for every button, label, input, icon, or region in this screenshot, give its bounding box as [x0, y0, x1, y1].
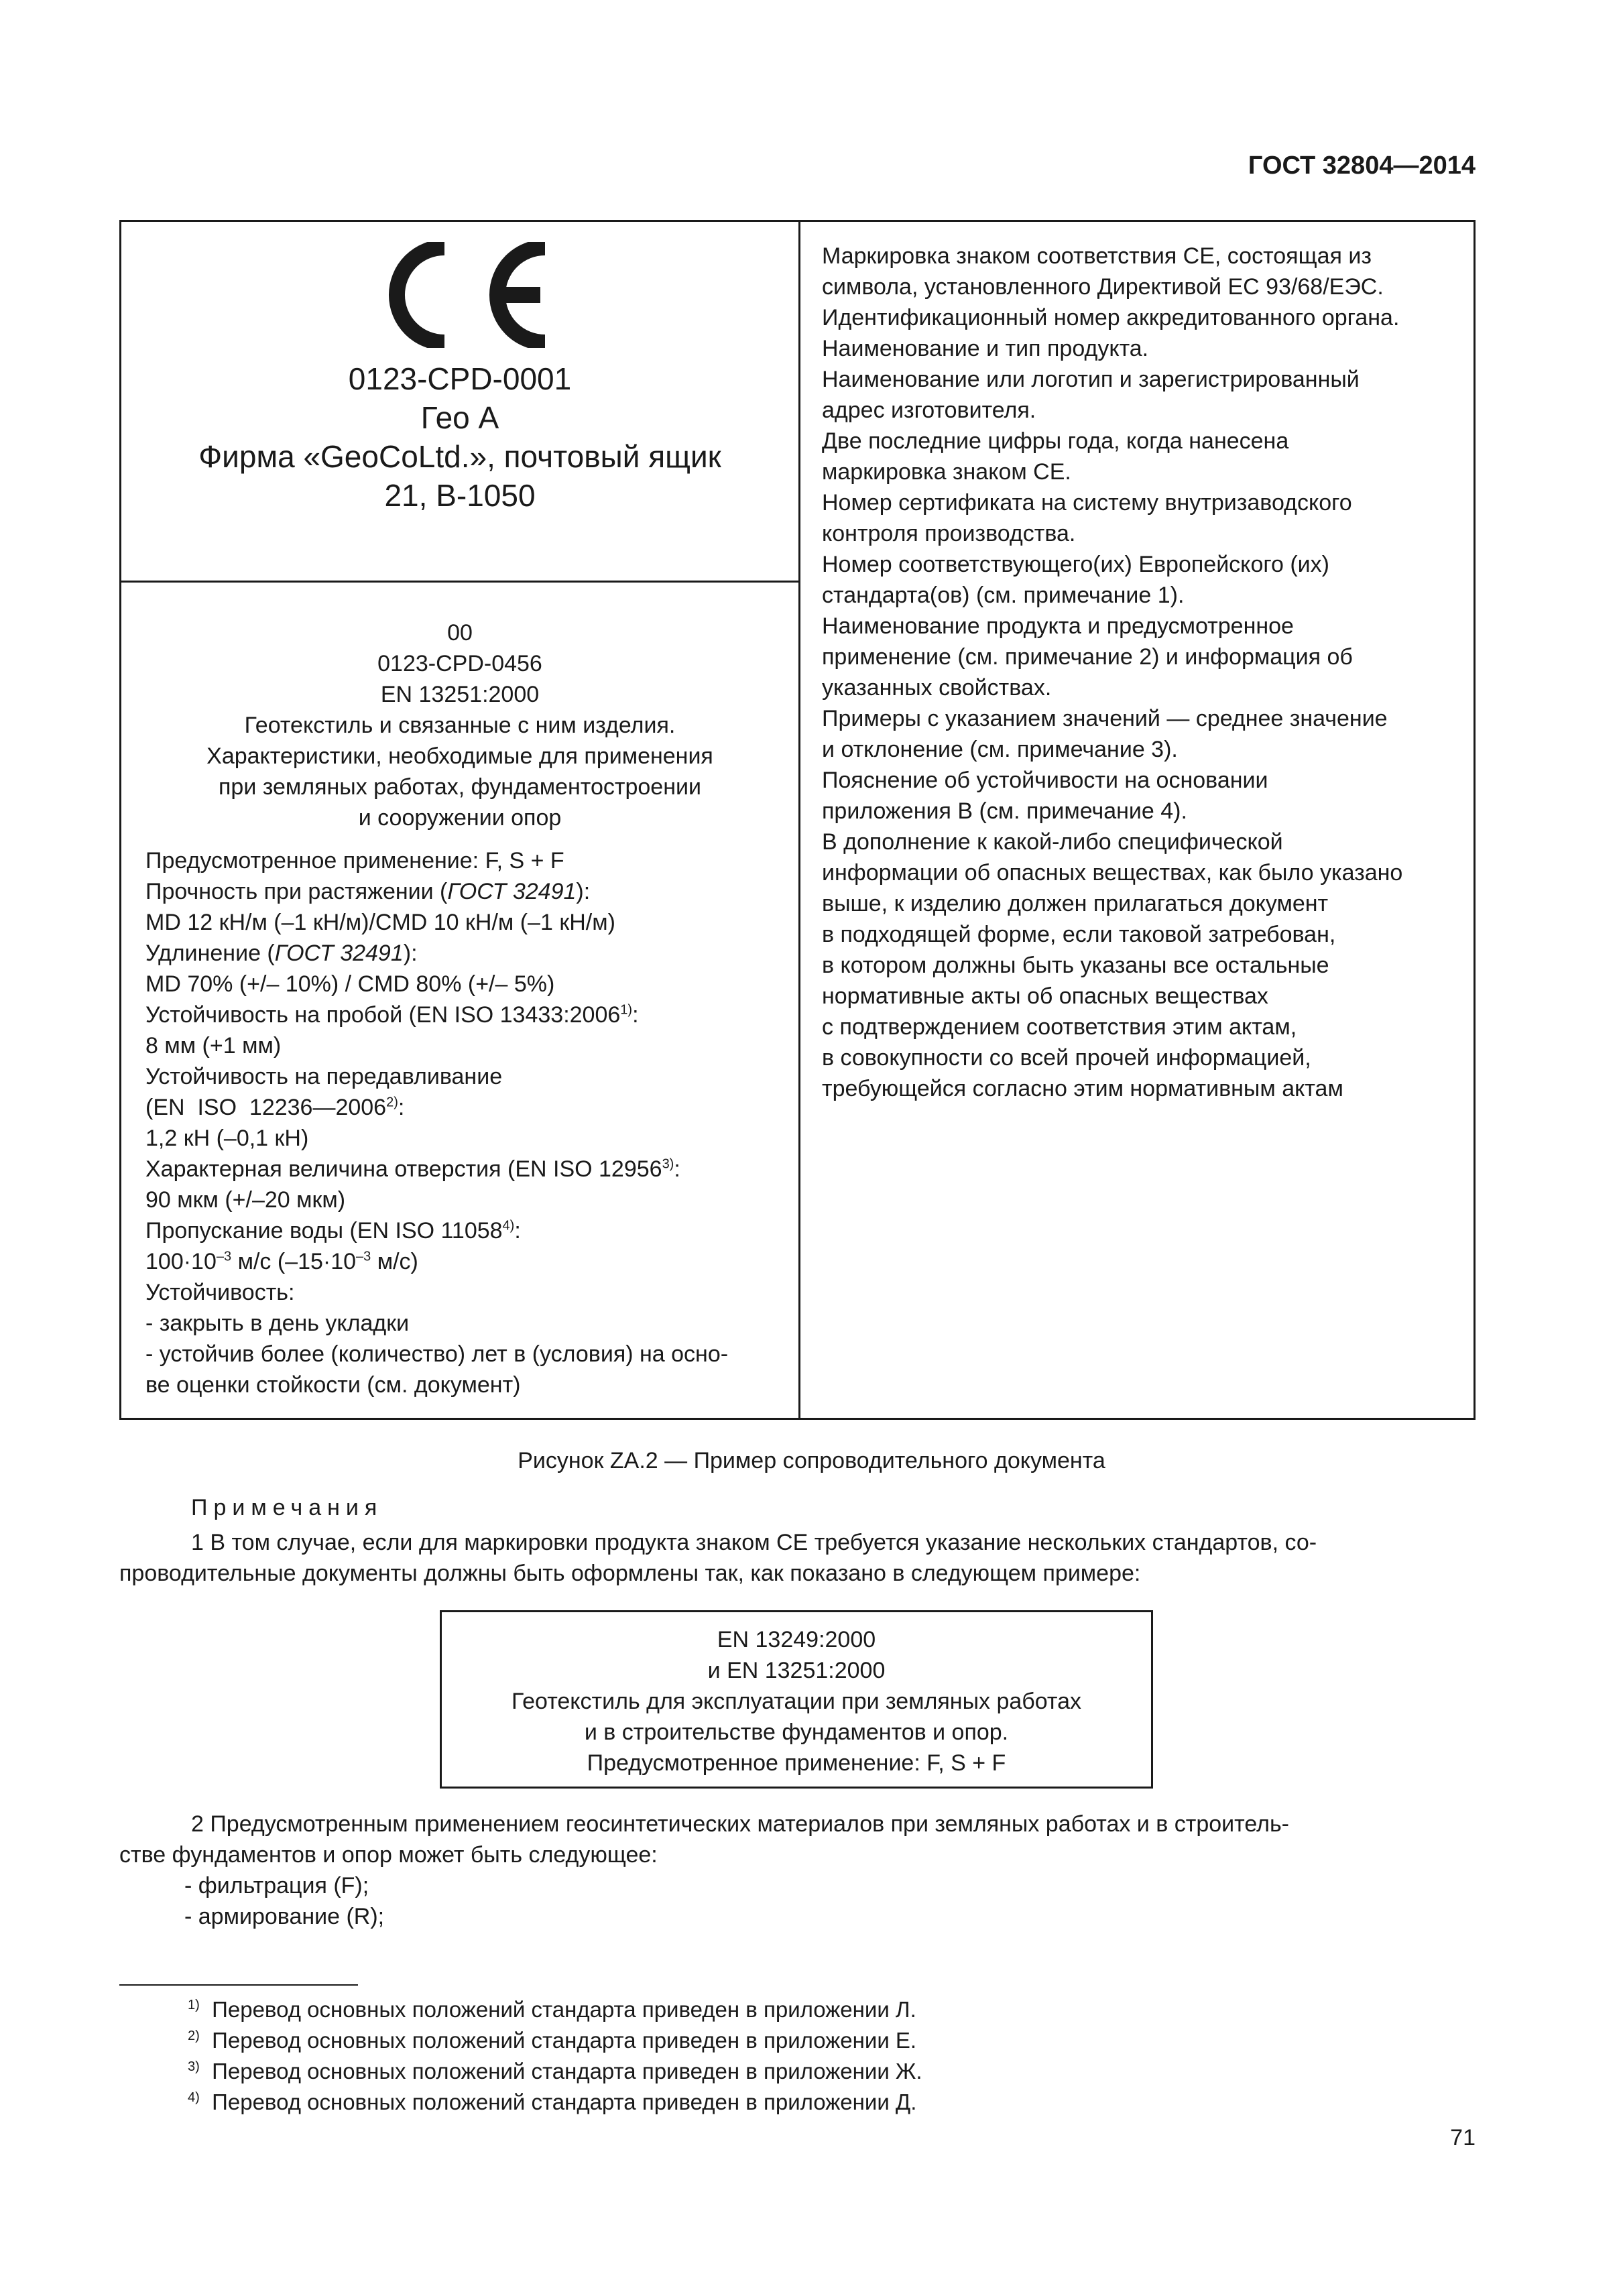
- explanation-line: с подтверждением соответствия этим актам,: [822, 1014, 1297, 1040]
- example-line: EN 13249:2000: [717, 1627, 876, 1652]
- property-line: Характерная величина отверстия (EN ISO 12956$^{3)}$:: [145, 1156, 680, 1182]
- column-divider: [798, 222, 800, 1418]
- explanation-line: Пояснение об устойчивости на основании: [822, 768, 1268, 793]
- explanation-line: и отклонение (см. примечание 3).: [822, 737, 1178, 762]
- note-1: [119, 1527, 1476, 1589]
- notified-body-number: 0123-CPD-0001: [348, 361, 572, 396]
- footnote: $^{3)}$ Перевод основных положений стандарта приведен в приложении Ж.: [188, 2059, 922, 2083]
- explanation-line: требующейся согласно этим нормативным актам: [822, 1076, 1343, 1101]
- footnote-ref: 3): [662, 1156, 674, 1172]
- explanation-line: нормативные акты об опасных веществах: [822, 983, 1268, 1009]
- note-1-line: 1 В том случае, если для маркировки продукта знаком CE требуется указание нескольких стандартов, со-: [191, 1530, 1317, 1555]
- explanation-line: Две последние цифры года, когда нанесена: [822, 428, 1289, 454]
- ce-marking-block: [121, 222, 798, 581]
- footnote-mark: 2): [188, 2029, 200, 2043]
- example-line: и EN 13251:2000: [707, 1658, 886, 1683]
- list-item: - фильтрация (F);: [184, 1873, 369, 1898]
- application-list: [184, 1870, 384, 1932]
- page-number: 71: [1450, 2125, 1476, 2151]
- footnote-ref: 2): [386, 1095, 398, 1110]
- footnote-ref: 1): [620, 1002, 633, 1018]
- explanation-line: Наименование или логотип и зарегистрированный: [822, 367, 1360, 392]
- explanation-line: применение (см. примечание 2) и информация об: [822, 644, 1353, 670]
- footnote-mark: 4): [188, 2090, 200, 2105]
- footnote-separator: [119, 1984, 358, 1986]
- explanation-column: [822, 241, 1465, 1104]
- certificate-number: 0123-CPD-0456: [377, 651, 542, 676]
- standard-header: ГОСТ 32804—2014: [1248, 152, 1476, 180]
- product-description-line: Геотекстиль и связанные с ним изделия.: [244, 713, 676, 738]
- property-line: MD 12 кН/м (–1 кН/м)/CMD 10 кН/м (–1 кН/м): [145, 910, 615, 935]
- product-description-line: и сооружении опор: [358, 805, 562, 831]
- note-2-line: стве фундаментов и опор может быть следующее:: [119, 1842, 658, 1868]
- explanation-line: в совокупности со всей прочей информацией,: [822, 1045, 1311, 1071]
- footnote: $^{4)}$ Перевод основных положений стандарта приведен в приложении Д.: [188, 2090, 917, 2114]
- manufacturer-address: 21, B-1050: [384, 478, 536, 513]
- property-line: Предусмотренное применение: F, S + F: [145, 848, 564, 873]
- ce-mark-icon: [369, 242, 550, 348]
- footnote-mark: 1): [188, 1998, 200, 2012]
- property-line: Пропускание воды (EN ISO 11058$^{4)}$:: [145, 1218, 521, 1244]
- property-line: ве оценки стойкости (см. документ): [145, 1372, 521, 1398]
- property-line: $100\cdot 10^{-3}$ м/с ($-15\cdot 10^{-3}$ м/с): [145, 1249, 418, 1274]
- explanation-line: Номер сертификата на систему внутризаводского: [822, 490, 1352, 516]
- explanation-line: стандарта(ов) (см. примечание 1).: [822, 583, 1185, 608]
- footnote: $^{2)}$ Перевод основных положений стандарта приведен в приложении Е.: [188, 2028, 917, 2053]
- footnotes: [188, 1994, 922, 2118]
- explanation-line: контроля производства.: [822, 521, 1076, 546]
- explanation-line: информации об опасных веществах, как было указано: [822, 860, 1403, 886]
- explanation-line: маркировка знаком CE.: [822, 459, 1071, 485]
- explanation-line: Идентификационный номер аккредитованного органа.: [822, 305, 1400, 330]
- figure-caption: Рисунок ZA.2 — Пример сопроводительного документа: [518, 1448, 1105, 1473]
- footnote-ref: 4): [502, 1218, 515, 1233]
- manufacturer-name: Фирма «GeoCoLtd.», почтовый ящик: [198, 439, 721, 474]
- figure-za2: [119, 220, 1476, 1420]
- note-2-line: 2 Предусмотренным применением геосинтетических материалов при земляных работах и в строитель-: [191, 1811, 1289, 1837]
- note-1-line: проводительные документы должны быть оформлены так, как показано в следующем примере:: [119, 1561, 1141, 1586]
- property-line: 90 мкм (+/–20 мкм): [145, 1187, 346, 1213]
- property-line: - закрыть в день укладки: [145, 1311, 410, 1336]
- explanation-line: В дополнение к какой-либо специфической: [822, 829, 1283, 855]
- explanation-line: в котором должны быть указаны все остальные: [822, 953, 1329, 978]
- explanation-line: Примеры с указанием значений — среднее значение: [822, 706, 1388, 731]
- explanation-line: Маркировка знаком соответствия CE, состоящая из: [822, 243, 1372, 269]
- notes-title: Примечания: [191, 1495, 383, 1520]
- document-identification: [121, 617, 798, 833]
- explanation-line: Наименование продукта и предусмотренное: [822, 613, 1294, 639]
- property-line: - устойчив более (количество) лет в (условия) на осно-: [145, 1341, 729, 1367]
- product-description-line: при земляных работах, фундаментостроении: [219, 774, 701, 800]
- property-line: (EN ISO 12236—2006$^{2)}$:: [145, 1095, 405, 1120]
- standard-number: EN 13251:2000: [380, 682, 540, 707]
- year-digits: 00: [447, 620, 473, 646]
- explanation-line: адрес изготовителя.: [822, 398, 1036, 423]
- footnote-mark: 3): [188, 2059, 200, 2074]
- example-line: и в строительстве фундаментов и опор.: [584, 1719, 1009, 1745]
- row-divider: [121, 581, 799, 583]
- note-2: [119, 1809, 1476, 1870]
- product-name: Гео А: [420, 400, 499, 435]
- property-line: Устойчивость на передавливание: [145, 1064, 503, 1089]
- property-line: Удлинение (ГОСТ 32491):: [145, 941, 418, 966]
- property-line: 1,2 кН (–0,1 кН): [145, 1126, 309, 1151]
- multi-standard-example-box: [440, 1610, 1153, 1789]
- explanation-line: Наименование и тип продукта.: [822, 336, 1149, 361]
- ce-identification: [121, 359, 798, 515]
- product-properties: [145, 845, 789, 1400]
- explanation-line: приложения В (см. примечание 4).: [822, 798, 1187, 824]
- example-line: Геотекстиль для эксплуатации при земляных работах: [511, 1689, 1082, 1714]
- property-line: Устойчивость на пробой (EN ISO 13433:2006$^{1)}$:: [145, 1002, 639, 1028]
- property-line: 8 мм (+1 мм): [145, 1033, 282, 1059]
- explanation-line: символа, установленного Директивой ЕС 93/68/ЕЭС.: [822, 274, 1384, 300]
- footnote: $^{1)}$ Перевод основных положений стандарта приведен в приложении Л.: [188, 1997, 916, 2022]
- property-line: Устойчивость:: [145, 1280, 295, 1305]
- explanation-line: Номер соответствующего(их) Европейского (их): [822, 552, 1329, 577]
- explanation-line: выше, к изделию должен прилагаться документ: [822, 891, 1329, 916]
- product-description-line: Характеристики, необходимые для применения: [206, 743, 713, 769]
- property-line: MD 70% (+/– 10%) / CMD 80% (+/– 5%): [145, 971, 555, 997]
- explanation-line: указанных свойствах.: [822, 675, 1052, 701]
- example-line: Предусмотренное применение: F, S + F: [587, 1750, 1006, 1776]
- explanation-line: в подходящей форме, если таковой затребован,: [822, 922, 1336, 947]
- list-item: - армирование (R);: [184, 1904, 385, 1929]
- property-line: Прочность при растяжении (ГОСТ 32491):: [145, 879, 591, 904]
